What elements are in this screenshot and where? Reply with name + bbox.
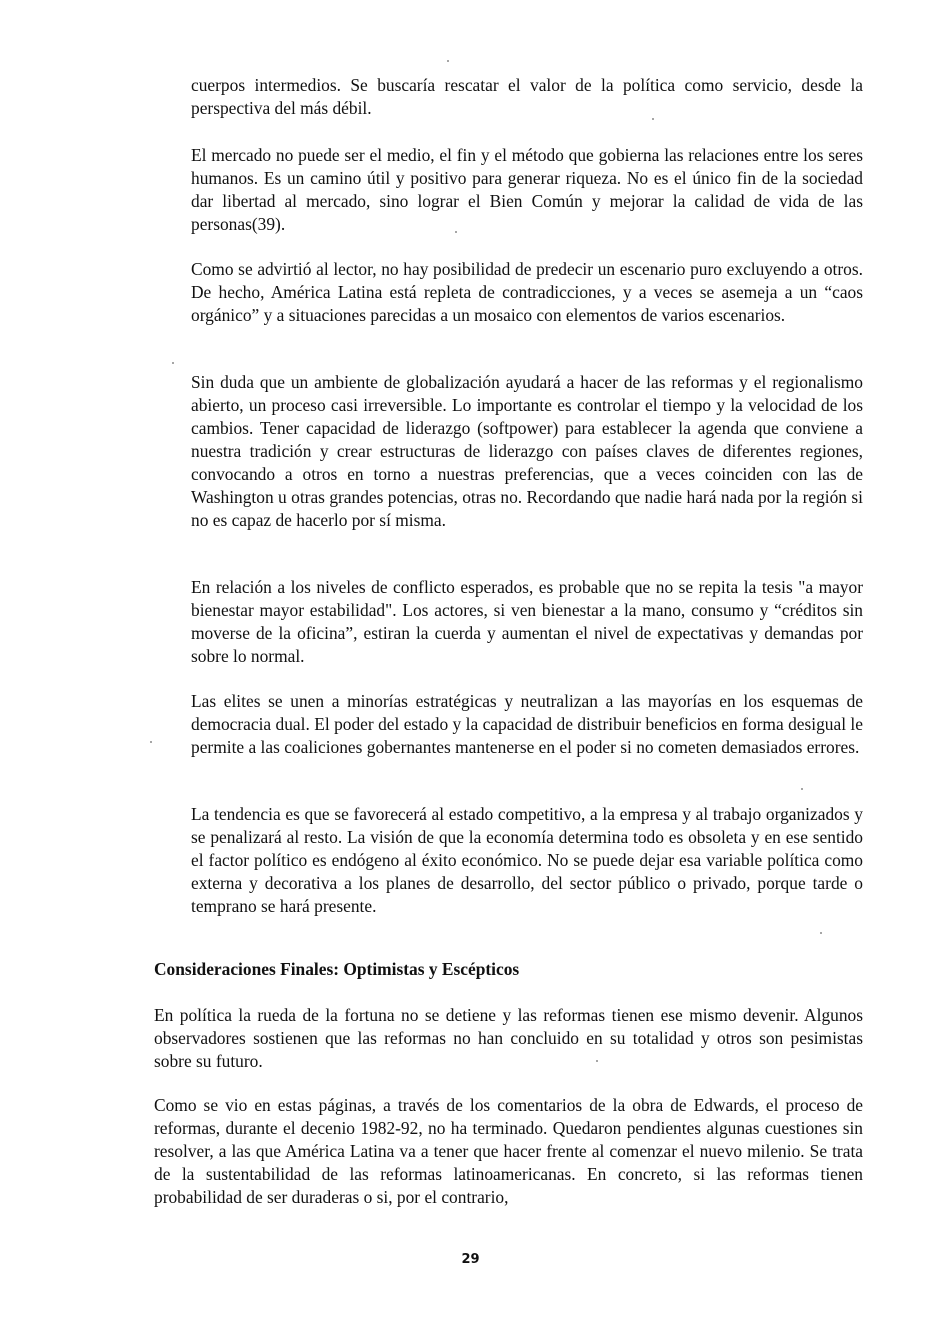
paragraph-market: El mercado no puede ser el medio, el fin y el método que gobierna las relaciones entre los seres humanos. Es un camino útil y positivo para generar riqueza. No es el único fin de la sociedad dar libertad al mercado, sino lograr el Bien Común y mejorar la calidad de vida de las personas(39). xyxy=(191,145,863,234)
scan-speck xyxy=(447,60,449,62)
paragraph-scenarios: Como se advirtió al lector, no hay posibilidad de predecir un escenario puro excluyendo a otros. De hecho, América Latina está repleta de contradicciones, y a veces se asemeja a un “caos orgánico” y a situaciones parecidas a un mosaico con elementos de varios escenarios. xyxy=(191,259,863,325)
paragraph-globalization: Sin duda que un ambiente de globalización ayudará a hacer de las reformas y el regionalismo abierto, un proceso casi irreversible. Lo importante es controlar el tiempo y la velocidad de los cambios. Tener capacidad de liderazgo (softpower) para establecer la agenda que conviene a nuestra tradición y crear estructuras de liderazgo con países claves de diferentes regiones, convocando a otros en torno a nuestras preferencias, que a veces coinciden con las de Washington u otras grandes potencias, otras no. Recordando que nadie hará nada por la región si no es capaz de hacerlo por sí misma. xyxy=(191,372,863,530)
paragraph-trend: La tendencia es que se favorecerá al estado competitivo, a la empresa y al trabajo organizados y se penalizará al resto. La visión de que la economía determina todo es obsoleta y en ese sentido el factor político es endógeno al éxito económico. No se puede dejar esa variable política como externa y decorativa a los planes de desarrollo, del sector público o privado, porque tarde o temprano se hará presente. xyxy=(191,804,863,916)
paragraph-elites: Las elites se unen a minorías estratégicas y neutralizan a las mayorías en los esquemas de democracia dual. El poder del estado y la capacidad de distribuir beneficios en forma desigual le permite a las coaliciones gobernantes mantenerse en el poder si no cometen demasiados errores. xyxy=(191,691,863,757)
page-number: 29 xyxy=(461,1252,480,1267)
scan-speck xyxy=(172,362,174,364)
paragraph-edwards-reforms: Como se vio en estas páginas, a través de los comentarios de la obra de Edwards, el proceso de reformas, durante el decenio 1982-92, no ha terminado. Quedaron pendientes algunas cuestiones sin resolver, a las que América Latina va a tener que hacer frente al comenzar el nuevo milenio. Se trata de la sustentabilidad de las reformas latinoamericanas. En concreto, si las reformas tienen probabilidad de ser duraderas o si, por el contrario, xyxy=(154,1095,863,1207)
paragraph-intermediate-bodies: cuerpos intermedios. Se buscaría rescatar el valor de la política como servicio, desde la perspectiva del más débil. xyxy=(191,75,863,118)
section-heading: Consideraciones Finales: Optimistas y Escépticos xyxy=(154,959,520,979)
scan-speck xyxy=(820,932,822,934)
scan-speck xyxy=(455,231,457,233)
scan-speck xyxy=(652,118,654,120)
paragraph-fortune-wheel: En política la rueda de la fortuna no se detiene y las reformas tienen ese mismo devenir. Algunos observadores sostienen que las reformas no han concluido en su totalidad y otros son pesimistas sobre su futuro. xyxy=(154,1005,863,1071)
scan-speck xyxy=(596,1060,598,1062)
scan-speck xyxy=(801,788,803,790)
paragraph-conflict-levels: En relación a los niveles de conflicto esperados, es probable que no se repita la tesis "a mayor bienestar mayor estabilidad". Los actores, si ven bienestar a la mano, consumo y “créditos sin moverse de la oficina”, estiran la cuerda y aumentan el nivel de expectativas y demandas por sobre lo normal. xyxy=(191,577,863,666)
scan-speck xyxy=(150,741,152,743)
